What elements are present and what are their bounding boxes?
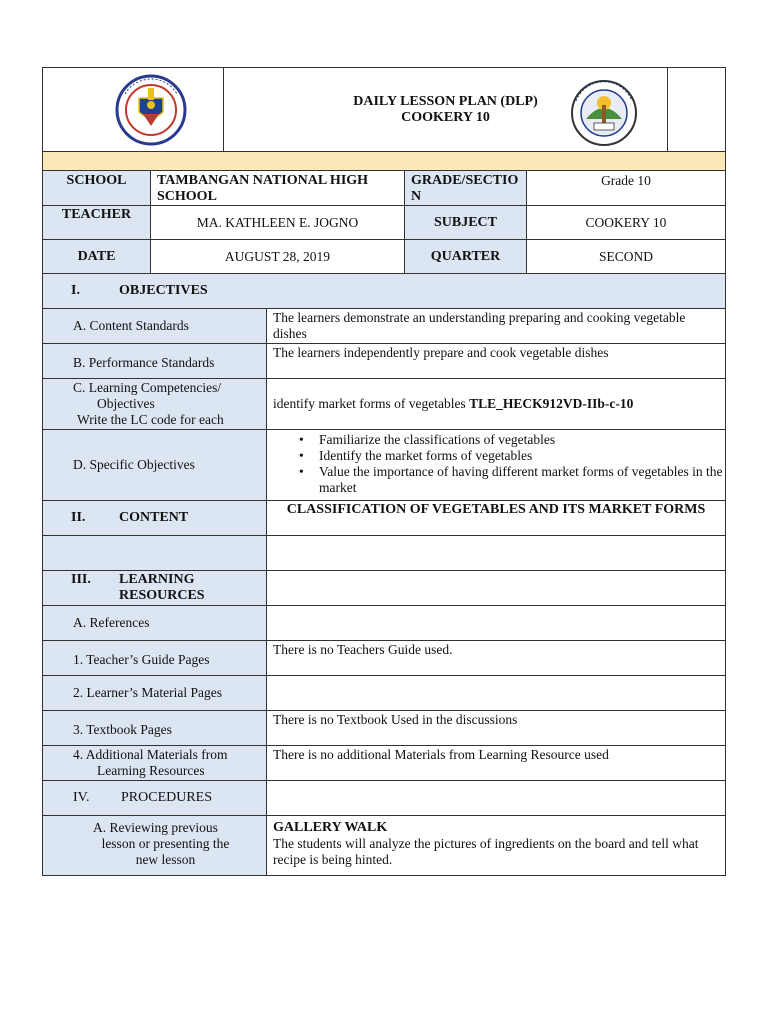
resources-heading-number: III. bbox=[71, 572, 91, 587]
resources-heading-line2: RESOURCES bbox=[119, 588, 205, 603]
procedures-value-cell bbox=[266, 780, 726, 816]
quarter-value: SECOND bbox=[526, 239, 726, 274]
header-right-cell bbox=[667, 67, 726, 152]
document-title: DAILY LESSON PLAN (DLP) bbox=[353, 93, 538, 109]
learners-material-value bbox=[266, 675, 726, 711]
content-heading-number: II. bbox=[71, 510, 86, 525]
content-standards-value: The learners demonstrate an understanding preparing and cooking vegetable dishes bbox=[266, 308, 726, 344]
specific-objectives-list bbox=[267, 432, 725, 496]
teacher-label: TEACHER bbox=[42, 205, 151, 240]
teacher-value: MA. KATHLEEN E. JOGNO bbox=[150, 205, 405, 240]
references-value-cell bbox=[266, 605, 726, 641]
performance-standards-value: The learners independently prepare and cook vegetable dishes bbox=[266, 343, 726, 379]
lc-label-line2: Objectives bbox=[97, 396, 155, 411]
specific-objectives-value bbox=[266, 429, 726, 501]
deped-seal-icon bbox=[113, 74, 189, 146]
additional-materials-label-line1: 4. Additional Materials from bbox=[73, 747, 228, 762]
date-label: DATE bbox=[42, 239, 151, 274]
learners-material-label: 2. Learner’s Material Pages bbox=[42, 675, 267, 711]
procedures-heading-number: IV. bbox=[73, 790, 90, 805]
teachers-guide-label: 1. Teacher’s Guide Pages bbox=[42, 640, 267, 676]
resources-heading bbox=[42, 570, 267, 606]
list-item: • Identify the market forms of vegetables bbox=[319, 448, 725, 464]
content-heading bbox=[42, 500, 267, 536]
grade-value: Grade 10 bbox=[526, 170, 726, 206]
grade-label: GRADE/SECTION bbox=[404, 170, 527, 206]
reviewing-label-line1: A. Reviewing previous bbox=[93, 820, 218, 835]
performance-standards-label: B. Performance Standards bbox=[42, 343, 267, 379]
reviewing-label-line3: new lesson bbox=[135, 852, 196, 867]
content-standards-label: A. Content Standards bbox=[42, 308, 267, 344]
textbook-value: There is no Textbook Used in the discussions bbox=[266, 710, 726, 746]
date-value: AUGUST 28, 2019 bbox=[150, 239, 405, 274]
additional-materials-value: There is no additional Materials from Learning Resource used bbox=[266, 745, 726, 781]
header-band bbox=[42, 151, 726, 171]
objectives-heading bbox=[42, 273, 726, 309]
gallery-walk-title: GALLERY WALK bbox=[273, 820, 388, 835]
content-value: CLASSIFICATION OF VEGETABLES AND ITS MARKET FORMS bbox=[266, 500, 726, 536]
additional-materials-label-line2: Learning Resources bbox=[97, 763, 205, 778]
textbook-label: 3. Textbook Pages bbox=[42, 710, 267, 746]
procedures-heading-text: PROCEDURES bbox=[121, 790, 213, 805]
gallery-walk-text: The students will analyze the pictures of ingredients on the board and tell what recipe is being hinted. bbox=[273, 836, 699, 867]
school-seal-icon bbox=[566, 79, 642, 147]
specific-objectives-label: D. Specific Objectives bbox=[42, 429, 267, 501]
references-label: A. References bbox=[42, 605, 267, 641]
blank-value-cell bbox=[266, 535, 726, 571]
resources-value-cell bbox=[266, 570, 726, 606]
teachers-guide-value: There is no Teachers Guide used. bbox=[266, 640, 726, 676]
resources-heading-line1: LEARNING bbox=[119, 572, 195, 587]
additional-materials-label bbox=[42, 745, 267, 781]
document-subtitle: COOKERY 10 bbox=[401, 109, 490, 125]
blank-label-cell bbox=[42, 535, 267, 571]
header-logo-cell bbox=[42, 67, 224, 152]
reviewing-lesson-label bbox=[42, 815, 267, 876]
learning-competencies-value bbox=[266, 378, 726, 430]
quarter-label: QUARTER bbox=[404, 239, 527, 274]
content-heading-text: CONTENT bbox=[119, 510, 189, 525]
reviewing-lesson-value bbox=[266, 815, 726, 876]
list-item: • Familiarize the classifications of vegetables bbox=[319, 432, 725, 448]
lc-code: TLE_HECK912VD-IIb-c-10 bbox=[469, 396, 634, 411]
lc-text: identify market forms of vegetables bbox=[273, 396, 470, 411]
lc-label-line1: C. Learning Competencies/ bbox=[73, 380, 222, 395]
school-value: TAMBANGAN NATIONAL HIGH SCHOOL bbox=[150, 170, 405, 206]
procedures-heading bbox=[42, 780, 267, 816]
school-label: SCHOOL bbox=[42, 170, 151, 206]
reviewing-label-line2: lesson or presenting the bbox=[101, 836, 230, 851]
subject-label: SUBJECT bbox=[404, 205, 527, 240]
objectives-heading-number: I. bbox=[71, 283, 80, 298]
learning-competencies-label bbox=[42, 378, 267, 430]
objectives-heading-text: OBJECTIVES bbox=[119, 283, 208, 298]
lc-label-line3: Write the LC code for each bbox=[77, 412, 224, 427]
subject-value: COOKERY 10 bbox=[526, 205, 726, 240]
list-item: • Value the importance of having different market forms of vegetables in the market bbox=[319, 464, 725, 496]
